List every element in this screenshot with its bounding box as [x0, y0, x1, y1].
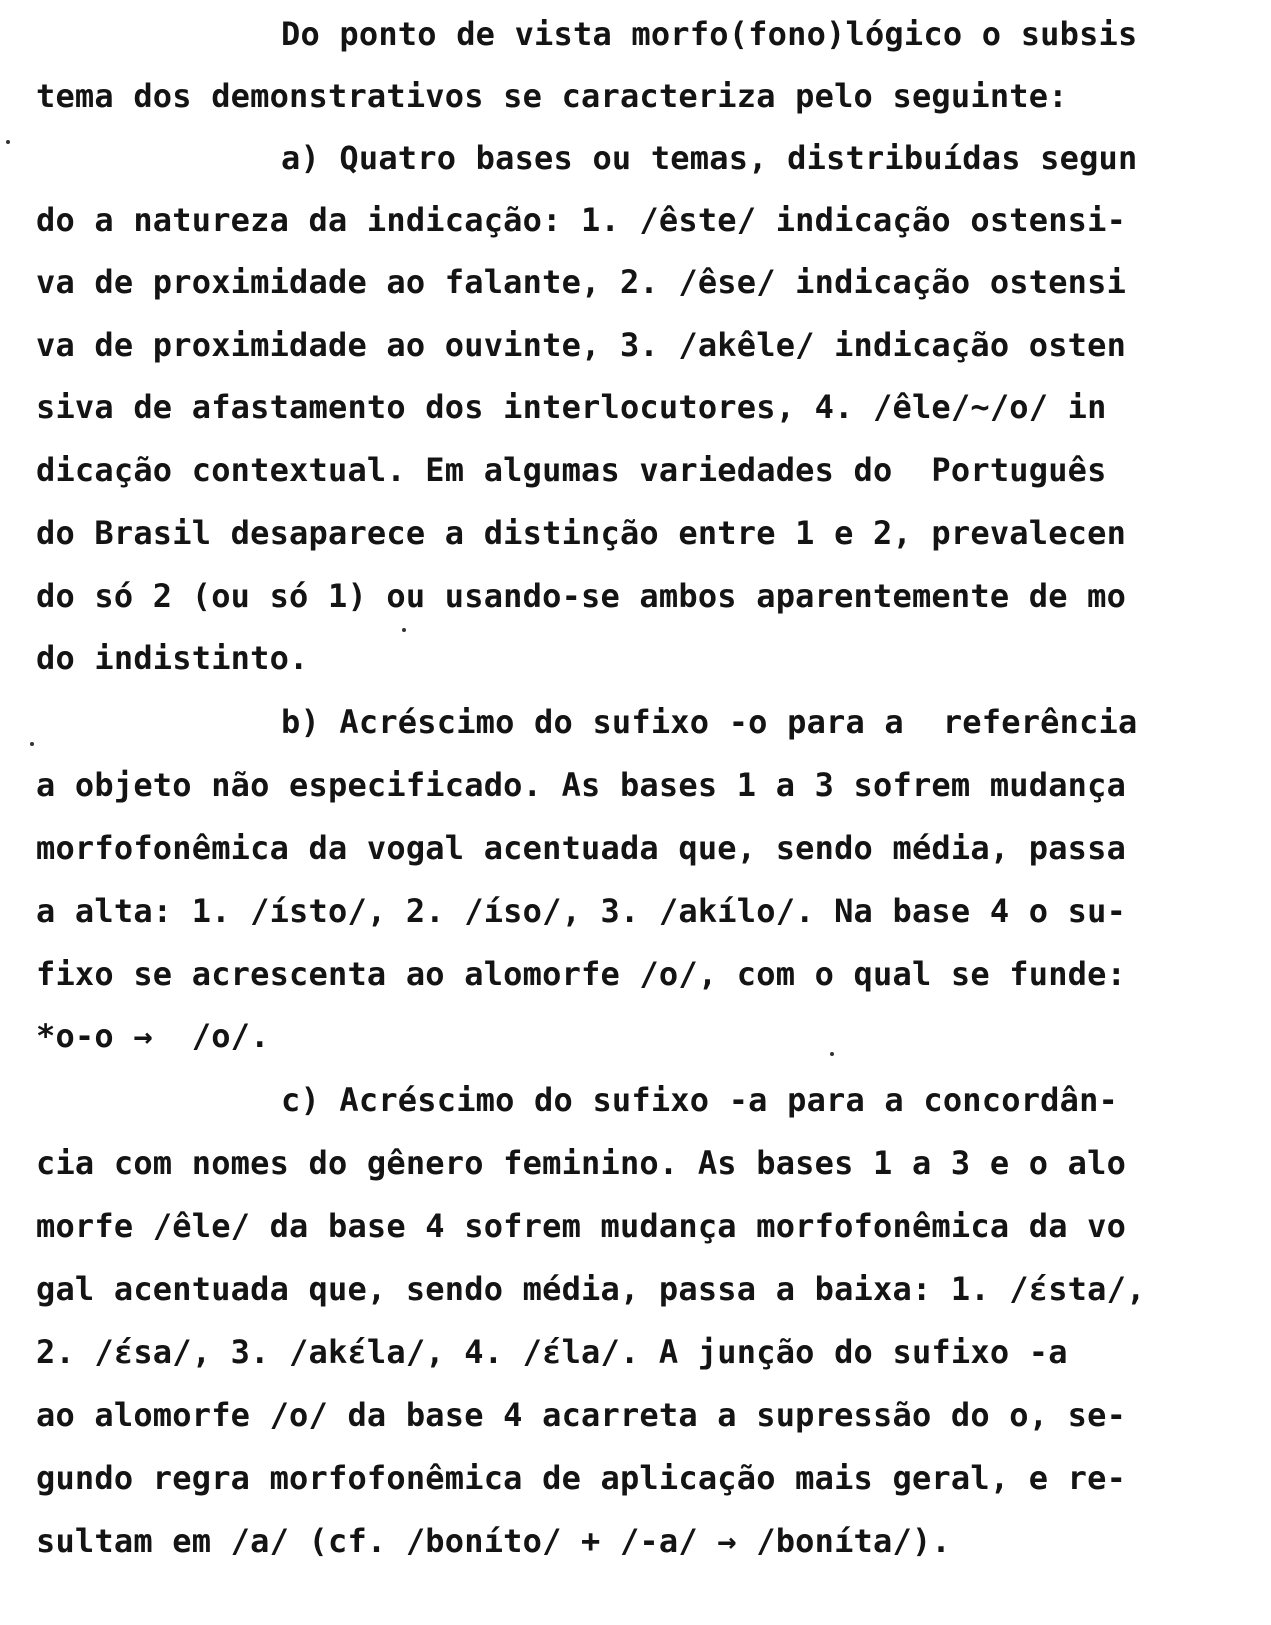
text-line: do só 2 (ou só 1) ou usando-se ambos aparentemente de mo	[36, 577, 1127, 615]
text-line: dicação contextual. Em algumas variedades do Português	[36, 451, 1107, 489]
scan-speck	[6, 140, 10, 144]
text-line: ao alomorfe /o/ da base 4 acarreta a supressão do o, se-	[36, 1396, 1127, 1434]
text-line: morfofonêmica da vogal acentuada que, sendo média, passa	[36, 829, 1127, 867]
text-line: *o-o → /o/.	[36, 1017, 270, 1055]
text-line: a objeto não especificado. As bases 1 a 3 sofrem mudança	[36, 766, 1127, 804]
scan-speck	[30, 742, 34, 746]
text-line: do indistinto.	[36, 639, 309, 677]
text-line: va de proximidade ao ouvinte, 3. /akêle/ indicação osten	[36, 326, 1127, 364]
scan-speck	[830, 1052, 834, 1056]
text-line: gundo regra morfofonêmica de aplicação mais geral, e re-	[36, 1459, 1127, 1497]
text-line: cia com nomes do gênero feminino. As bases 1 a 3 e o alo	[36, 1144, 1127, 1182]
text-line: b) Acréscimo do sufixo -o para a referência	[281, 703, 1138, 741]
text-line: do Brasil desaparece a distinção entre 1 e 2, prevalecen	[36, 514, 1127, 552]
text-line: siva de afastamento dos interlocutores, 4. /êle/~/o/ in	[36, 388, 1107, 426]
text-line: a) Quatro bases ou temas, distribuídas segun	[281, 139, 1138, 177]
text-line: do a natureza da indicação: 1. /êste/ indicação ostensi-	[36, 201, 1127, 239]
text-line: 2. /ɛ́sa/, 3. /akɛ́la/, 4. /ɛ́la/. A junção do sufixo -a	[36, 1333, 1068, 1371]
text-line: c) Acréscimo do sufixo -a para a concordân-	[281, 1081, 1119, 1119]
text-line: gal acentuada que, sendo média, passa a baixa: 1. /ɛ́sta/,	[36, 1270, 1146, 1308]
text-line: fixo se acrescenta ao alomorfe /o/, com o qual se funde:	[36, 955, 1127, 993]
text-line: tema dos demonstrativos se caracteriza pelo seguinte:	[36, 77, 1068, 115]
text-line: va de proximidade ao falante, 2. /êse/ indicação ostensi	[36, 263, 1127, 301]
text-line: a alta: 1. /ísto/, 2. /íso/, 3. /akílo/. Na base 4 o su-	[36, 892, 1127, 930]
text-line: Do ponto de vista morfo(fono)lógico o subsis	[281, 15, 1138, 53]
scan-speck	[402, 628, 406, 632]
text-line: morfe /êle/ da base 4 sofrem mudança morfofonêmica da vo	[36, 1207, 1127, 1245]
text-line: sultam em /a/ (cf. /boníto/ + /-a/ → /boníta/).	[36, 1522, 951, 1560]
